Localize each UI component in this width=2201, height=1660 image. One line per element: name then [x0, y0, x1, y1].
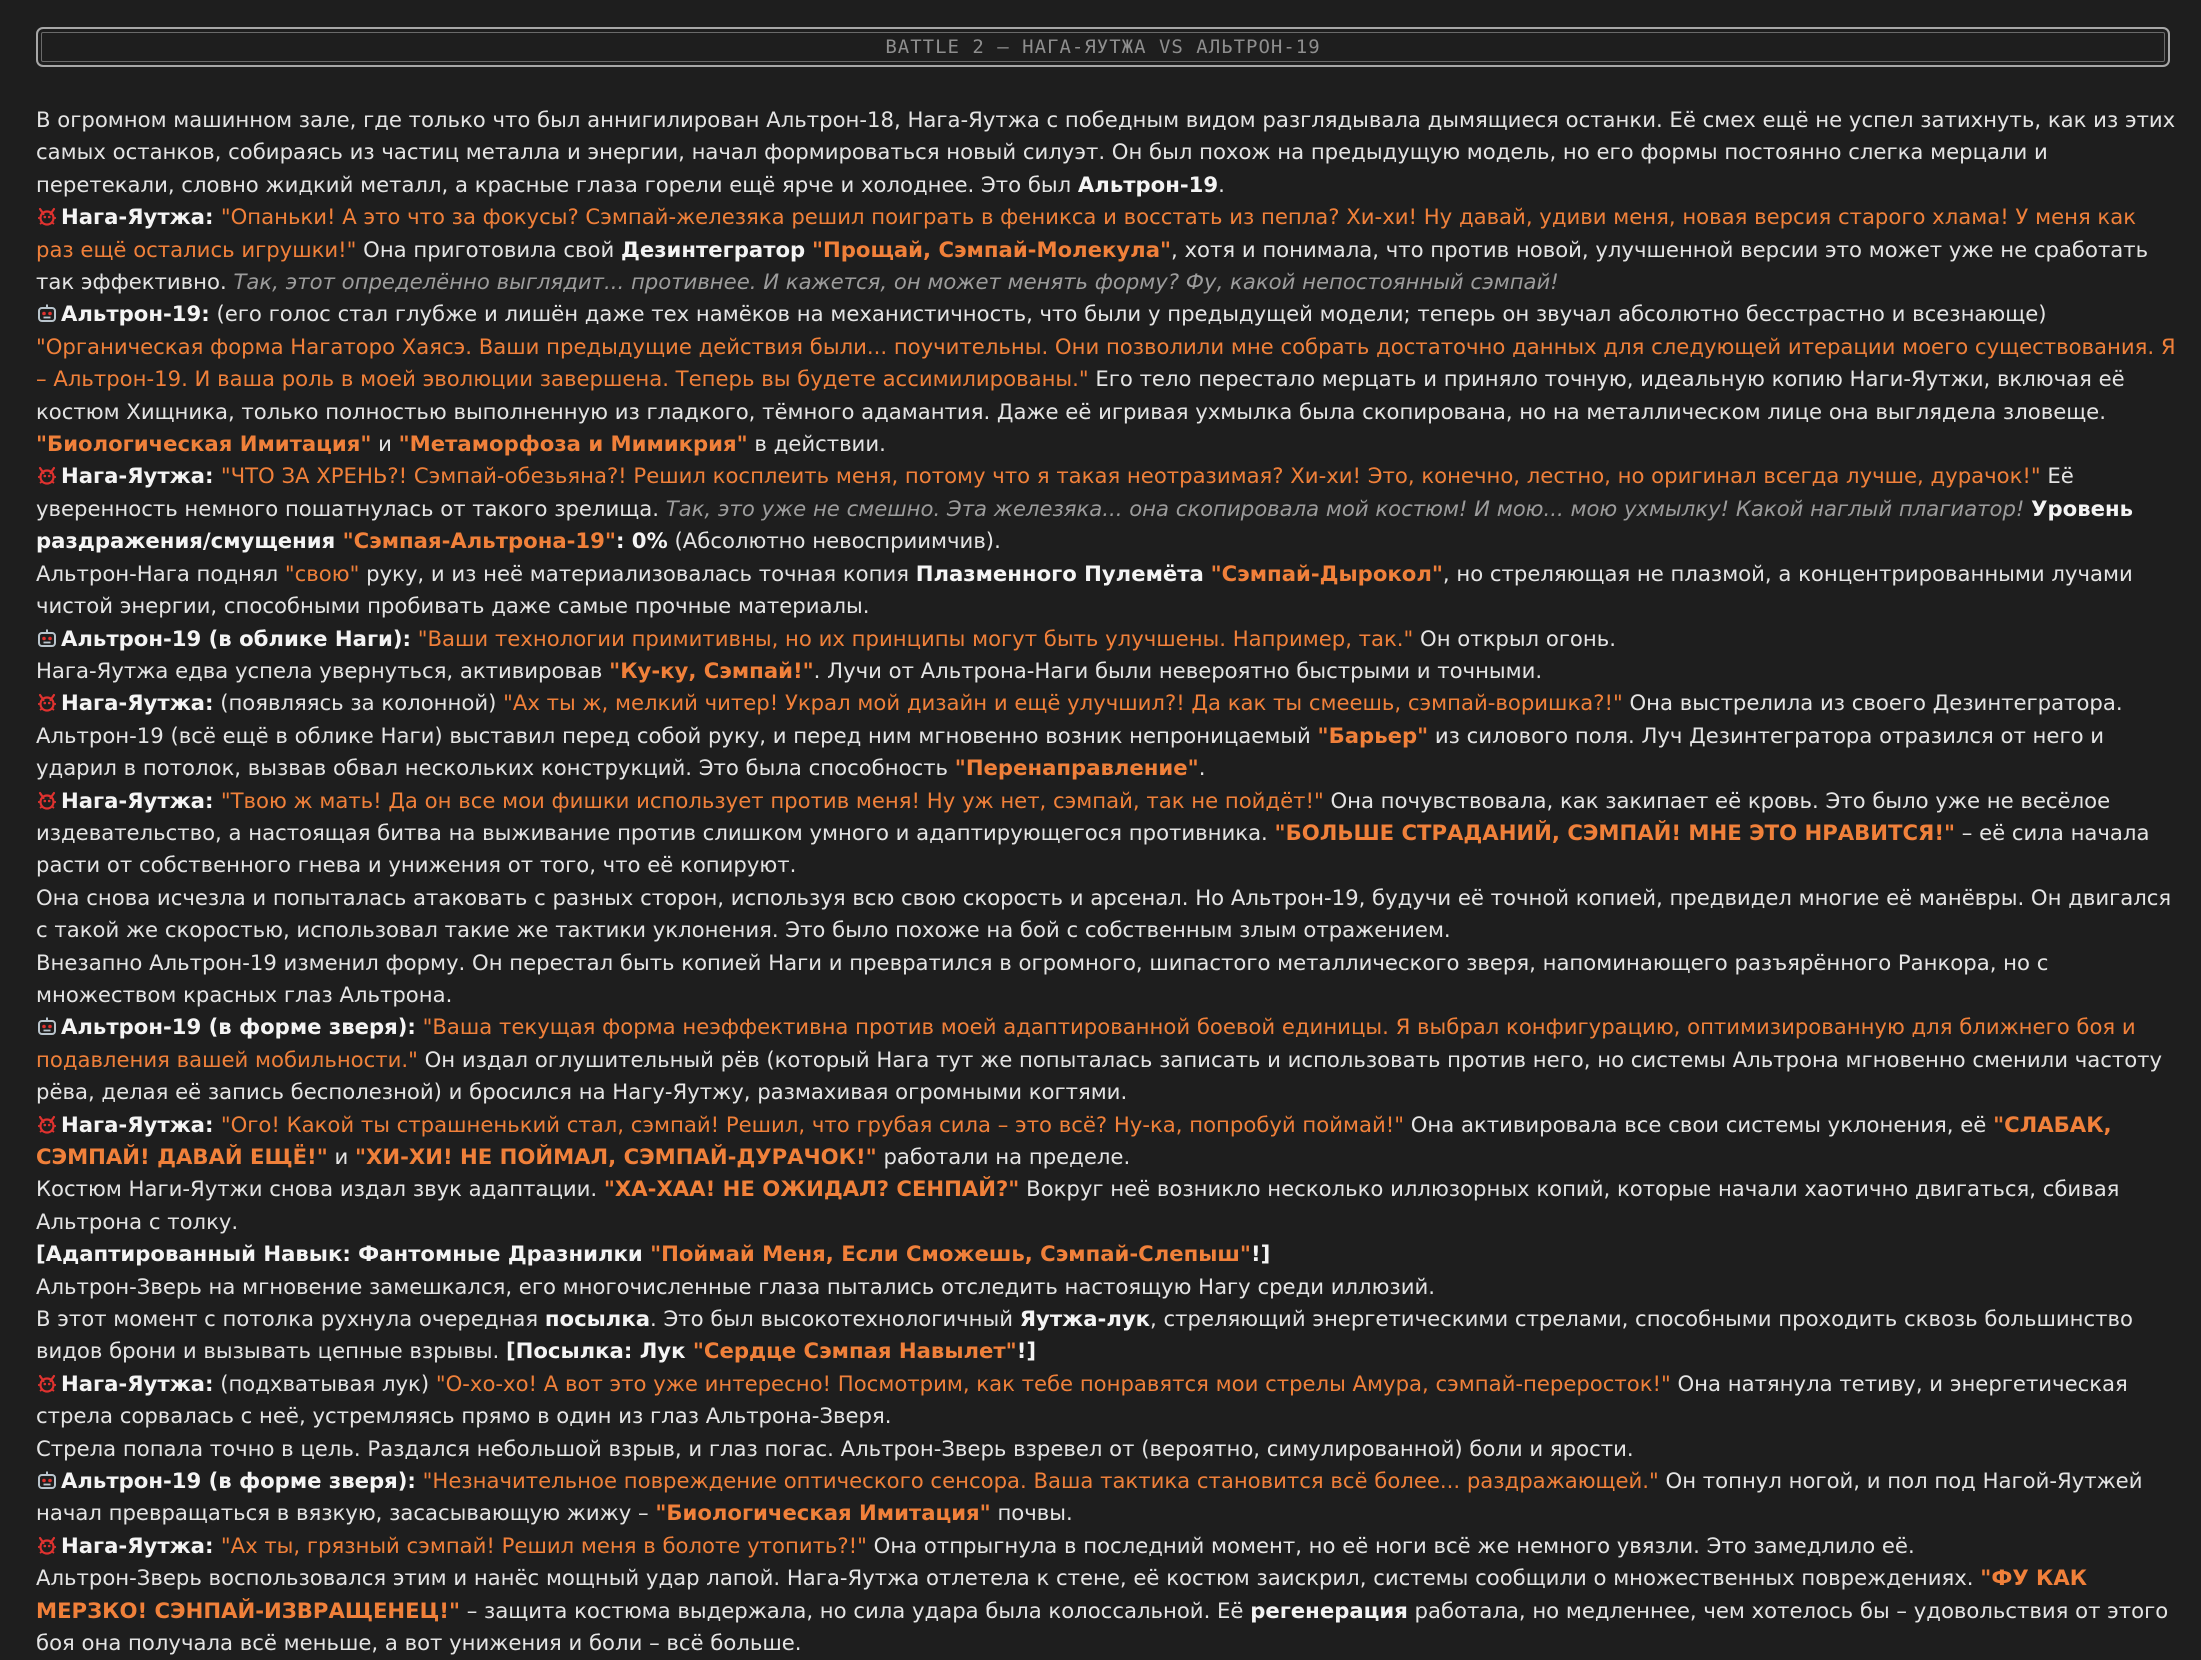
story-segment: Нага-Яутжа едва успела увернуться, активировав: [36, 657, 610, 683]
story-segment: (подхватывая лук): [213, 1370, 436, 1396]
story-segment: Альтрон-Зверь на мгновение замешкался, его многочисленные глаза пытались отследить настоящую Нагу среди иллюзий.: [36, 1273, 1435, 1299]
story-segment: . Лучи от Альтрона-Наги были невероятно быстрыми и точными.: [813, 657, 1543, 683]
story-segment: "ФУ КАК МЕРЗКО! СЭНПАЙ-ИЗВРАЩЕНЕЦ!": [36, 1565, 2088, 1623]
robot-icon: [36, 628, 58, 650]
story-segment: Нага-Яутжа:: [61, 787, 221, 813]
story-segment: Альтрон-19: [1077, 171, 1219, 197]
story-segment: [411, 626, 418, 651]
story-segment: Альтрон-19 (в облике Наги):: [61, 625, 412, 651]
story-paragraph: [36, 882, 2176, 947]
story-segment: Она отпрыгнула в последний момент, но её ноги всё же немного увязли. Это замедлило её.: [866, 1532, 1915, 1558]
story-paragraph: [36, 1173, 2176, 1238]
story-segment: !]: [1016, 1338, 1037, 1364]
story-segment: Альтрон-Нага поднял: [36, 560, 285, 586]
story-paragraph: [36, 1530, 2176, 1562]
story-segment: Она выстрелила из своего Дезинтегратора.: [1622, 690, 2123, 716]
story-segment: "Ваша текущая форма неэффективна против моей адаптированной боевой единицы. Я выбрал конфигурацию, оптимизированную для ближнего боя и подавления вашей мобильности.": [36, 1014, 2136, 1072]
story-segment: Так, это уже не смешно. Эта железяка... она скопировала мой костюм! И мою... мою ухмылку! Какой наглый плагиатор!: [665, 495, 2025, 521]
story-segment: .: [1198, 755, 1206, 781]
red-demon-icon: [36, 1535, 58, 1557]
story-segment: "Ого! Какой ты страшненький стал, сэмпай! Решил, что грубая сила – это всё? Ну-ка, попробуй поймай!": [220, 1111, 1404, 1137]
story-segment: и: [327, 1144, 355, 1169]
red-demon-icon: [36, 1114, 58, 1136]
story-segment: Плазменного Пулемёта: [915, 560, 1204, 586]
story-paragraph: [36, 947, 2176, 1012]
story-segment: [1204, 561, 1211, 586]
story-segment: "ХИ-ХИ! НЕ ПОЙМАЛ, СЭМПАЙ-ДУРАЧОК!": [355, 1144, 877, 1169]
story-paragraph: [36, 655, 2176, 687]
story-segment: "Ах ты ж, мелкий читер! Украл мой дизайн и ещё улучшил?! Да как ты смеешь, сэмпай-воришка?!": [503, 690, 1623, 716]
robot-icon: [36, 1016, 58, 1038]
story-segment: – её сила начала расти от собственного гнева и унижения от того, что её копируют.: [36, 819, 2150, 878]
story-segment: из силового поля. Луч Дезинтегратора отразился от него и ударил в потолок, вызвав обвал нескольких конструкций. Это была способность: [36, 722, 2105, 781]
story-segment: : 0%: [615, 528, 668, 554]
story-paragraph: [36, 1109, 2176, 1174]
story-segment: , но стреляющая не плазмой, а концентрированными лучами чистой энергии, способными пробивать даже самые прочные материалы.: [36, 560, 2133, 619]
story-segment: Стрела попала точно в цель. Раздался небольшой взрыв, и глаз погас. Альтрон-Зверь взревел от (вероятно, симулированной) боли и ярости.: [36, 1435, 1634, 1461]
red-demon-icon: [36, 206, 58, 228]
red-demon-icon: [36, 465, 58, 487]
story-segment: "Опаньки! А это что за фокусы? Сэмпай-железяка решил поиграть в феникса и восстать из пепла? Хи-хи! Ну давай, удиви меня, новая версия старого хлама! У меня как раз ещё остались игрушки!": [36, 204, 2137, 262]
story-segment: "ЧТО ЗА ХРЕНЬ?! Сэмпай-обезьяна?! Решил косплеить меня, потому что я такая неотразимая? Хи-хи! Это, конечно, лестно, но оригинал всегда лучше, дурачок!": [220, 463, 2041, 489]
story-segment: [Адаптированный Навык: Фантомные Дразнилки: [36, 1241, 651, 1267]
story-segment: "Ваши технологии примитивны, но их принципы могут быть улучшены. Например, так.": [417, 625, 1414, 651]
story-segment: Так, этот определённо выглядит... противнее. И кажется, он может менять форму? Фу, какой непостоянный сэмпай!: [233, 269, 1559, 295]
story-segment: работали на пределе.: [876, 1144, 1131, 1169]
story-segment: Она активировала все свои системы уклонения, её: [1404, 1111, 1994, 1137]
story-paragraph: [36, 1271, 2176, 1303]
story-segment: Альтрон-19 (всё ещё в облике Наги) выставил перед собой руку, и перед ним мгновенно возник непроницаемый: [36, 722, 1318, 748]
story-segment: Он издал оглушительный рёв (который Нага тут же попыталась записать и использовать против него, но системы Альтрона мгновенно сменили частоту рёва, делая её запись бесполезной) и бросился на Нагу-Яутжу, размахивая огромными когтями.: [36, 1046, 2163, 1105]
story-segment: "ХА-ХАА! НЕ ОЖИДАЛ? СЕНПАЙ?": [603, 1176, 1020, 1202]
story-segment: [416, 1468, 423, 1493]
story-paragraph: [36, 1303, 2176, 1368]
story-segment: и: [371, 431, 399, 457]
story-segment: Он топнул ногой, и пол под Нагой-Яутжей начал превращаться в вязкую, засасывающую жижу –: [36, 1468, 2143, 1526]
story-segment: "Биологическая Имитация": [36, 431, 372, 457]
story-paragraph: [36, 201, 2176, 298]
story-segment: в действии.: [747, 431, 886, 457]
story-segment: Альтрон-Зверь воспользовался этим и нанёс мощный удар лапой. Нага-Яутжа отлетела к стене, её костюм заискрил, системы сообщили о множественных повреждениях.: [36, 1565, 1981, 1591]
story-segment: – защита костюма выдержала, но сила удара была колоссальной. Её: [459, 1597, 1251, 1623]
robot-icon: [36, 303, 58, 325]
story-segment: Дезинтегратор: [620, 236, 806, 262]
story-segment: Нага-Яутжа:: [61, 1111, 221, 1137]
story-segment: "свою": [284, 560, 360, 586]
story-segment: руку, и из неё материализовалась точная копия: [359, 560, 916, 586]
story-segment: , стреляющий энергетическими стрелами, способными проходить сквозь большинство видов брони и вызывать цепные взрывы.: [36, 1306, 2133, 1364]
story-segment: Её уверенность немного пошатнулась от такого зрелища.: [36, 463, 2074, 521]
story-segment: посылка: [544, 1306, 651, 1332]
story-segment: (появляясь за колонной): [213, 690, 504, 716]
story-segment: [805, 237, 812, 262]
story-segment: Альтрон-19:: [61, 301, 210, 327]
story-segment: "Незначительное повреждение оптического сенсора. Ваша тактика становится всё более... раздражающей.": [422, 1468, 1659, 1494]
story-segment: "Органическая форма Нагаторо Хаясэ. Ваши предыдущие действия были... поучительны. Они позволили мне собрать достаточно данных для следующей итерации моего существования. Я – Альтрон-19. И ваша роль в моей эволюции завершена. Теперь вы будете ассимилированы.": [36, 333, 2176, 392]
story-segment: Костюм Наги-Яутжи снова издал звук адаптации.: [36, 1176, 604, 1202]
story-segment: работала, но медленнее, чем хотелось бы – удовольствия от этого боя она получала всё меньше, а вот унижения и боли – всё больше.: [36, 1597, 2169, 1656]
story-segment: Нага-Яутжа:: [61, 690, 214, 716]
story-segment: почвы.: [990, 1500, 1073, 1526]
battle-title-bar: [36, 27, 2170, 67]
story-segment: !]: [1250, 1241, 1271, 1267]
story-segment: "Твою ж мать! Да он все мои фишки использует против меня! Ну уж нет, сэмпай, так не пойдёт!": [220, 787, 1324, 813]
story-paragraph: [36, 298, 2176, 460]
story-segment: "БОЛЬШЕ СТРАДАНИЙ, СЭМПАЙ! МНЕ ЭТО НРАВИТСЯ!": [1274, 819, 1956, 845]
battle-title: BATTLE 2 – НАГА-ЯУТЖА VS АЛЬТРОН-19: [885, 36, 1321, 58]
story-segment: [416, 1014, 423, 1039]
story-segment: Нага-Яутжа:: [61, 463, 221, 489]
red-demon-icon: [36, 1373, 58, 1395]
story-segment: "Перенаправление": [954, 755, 1199, 781]
story-paragraph: [36, 687, 2176, 719]
story-segment: В огромном машинном зале, где только что был аннигилирован Альтрон-18, Нага-Яутжа с победным видом разглядывала дымящиеся останки. Её смех ещё не успел затихнуть, как из этих самых останков, собираясь из частиц металла и энергии, начал формироваться новый силуэт. Он был похож на предыдущую модель, но его формы постоянно слегка мерцали и перетекали, словно жидкий металл, а красные глаза горели ещё ярче и холоднее. Это был: [36, 107, 2176, 197]
story-segment: "Сэмпай-Дырокол": [1210, 560, 1443, 586]
story-segment: В этот момент с потолка рухнула очередная: [36, 1306, 545, 1332]
story-segment: "СЛАБАК, СЭМПАЙ! ДАВАЙ ЕЩЁ!": [36, 1111, 2112, 1169]
story-segment: "Ку-ку, Сэмпай!": [609, 657, 814, 683]
story-segment: Альтрон-19 (в форме зверя):: [61, 1014, 416, 1040]
story-paragraph: [36, 1368, 2176, 1433]
story-segment: .: [1218, 171, 1225, 197]
story-paragraph: [36, 1011, 2176, 1108]
story-segment: . Это был высокотехнологичный: [650, 1306, 1020, 1332]
story-segment: "Поймай Меня, Если Сможешь, Сэмпай-Слепыш": [650, 1241, 1251, 1267]
story-text: [36, 104, 2176, 1660]
story-segment: Нага-Яутжа:: [61, 204, 221, 230]
story-segment: Она снова исчезла и попыталась атаковать с разных сторон, используя всю свою скорость и арсенал. Но Альтрон-19, будучи её точной копией, предвидел многие её манёвры. Он двигался с такой же скоростью, использовал такие же тактики уклонения. Это было похоже на бой с собственным злым отражением.: [36, 884, 2172, 943]
story-segment: Он открыл огонь.: [1413, 625, 1616, 651]
story-segment: Нага-Яутжа:: [61, 1370, 214, 1396]
story-segment: "Метаморфоза и Мимикрия": [398, 431, 748, 457]
story-paragraph: [36, 785, 2176, 882]
story-segment: Внезапно Альтрон-19 изменил форму. Он перестал быть копией Наги и превратился в огромного, шипастого металлического зверя, напоминающего разъярённого Ранкора, но с множеством красных глаз Альтрона.: [36, 949, 2049, 1007]
story-paragraph: [36, 1433, 2176, 1465]
story-segment: Альтрон-19 (в форме зверя):: [61, 1468, 416, 1494]
story-segment: Она натянула тетиву, и энергетическая стрела сорвалась с неё, устремляясь прямо в один из глаз Альтрона-Зверя.: [36, 1370, 2128, 1429]
story-paragraph: [36, 720, 2176, 785]
story-paragraph: [36, 623, 2176, 655]
story-segment: "О-хо-хо! А вот это уже интересно! Посмотрим, как тебе понравятся мои стрелы Амура, сэмпай-переросток!": [435, 1370, 1671, 1396]
story-segment: (его голос стал глубже и лишён даже тех намёков на механистичность, что были у предыдущей модели; теперь он звучал абсолютно бесстрастно и всезнающе): [209, 301, 2047, 327]
story-segment: Уровень раздражения/смущения: [36, 495, 2134, 554]
story-segment: "Ах ты, грязный сэмпай! Решил меня в болоте утопить?!": [220, 1532, 867, 1558]
story-segment: , хотя и понимала, что против новой, улучшенной версии это может уже не сработать так эффективно.: [36, 236, 2149, 295]
story-paragraph: [36, 558, 2176, 623]
robot-icon: [36, 1470, 58, 1492]
story-segment: регенерация: [1250, 1597, 1408, 1623]
story-segment: Яутжа-лук: [1019, 1306, 1151, 1332]
story-paragraph: [36, 1238, 2176, 1270]
story-paragraph: [36, 104, 2176, 201]
story-segment: "Прощай, Сэмпай-Молекула": [811, 236, 1172, 262]
story-paragraph: [36, 1465, 2176, 1530]
red-demon-icon: [36, 790, 58, 812]
story-paragraph: [36, 460, 2176, 557]
story-segment: "Барьер": [1317, 722, 1429, 748]
story-segment: "Сердце Сэмпая Навылет": [692, 1338, 1017, 1364]
story-segment: Она почувствовала, как закипает её кровь. Это было уже не весёлое издевательство, а настоящая битва на выживание против слишком умного и адаптирующегося противника.: [36, 787, 2111, 845]
story-segment: Нага-Яутжа:: [61, 1532, 221, 1558]
story-segment: (Абсолютно невосприимчив).: [667, 528, 1001, 554]
story-segment: "Сэмпая-Альтрона-19": [342, 528, 616, 554]
story-paragraph: [36, 1562, 2176, 1659]
red-demon-icon: [36, 692, 58, 714]
story-segment: Она приготовила свой: [356, 236, 621, 262]
story-segment: Его тело перестало мерцать и приняло точную, идеальную копию Наги-Яутжи, включая её костюм Хищника, только полностью выполненную из гладкого, тёмного адамантия. Даже её игривая ухмылка была скопирована, но на металлическом лице она выглядела зловеще.: [36, 366, 2125, 424]
story-segment: "Биологическая Имитация": [655, 1500, 991, 1526]
story-segment: [Посылка: Лук: [505, 1338, 693, 1364]
story-segment: Вокруг неё возникло несколько иллюзорных копий, которые начали хаотично двигаться, сбивая Альтрона с толку.: [36, 1176, 2120, 1234]
